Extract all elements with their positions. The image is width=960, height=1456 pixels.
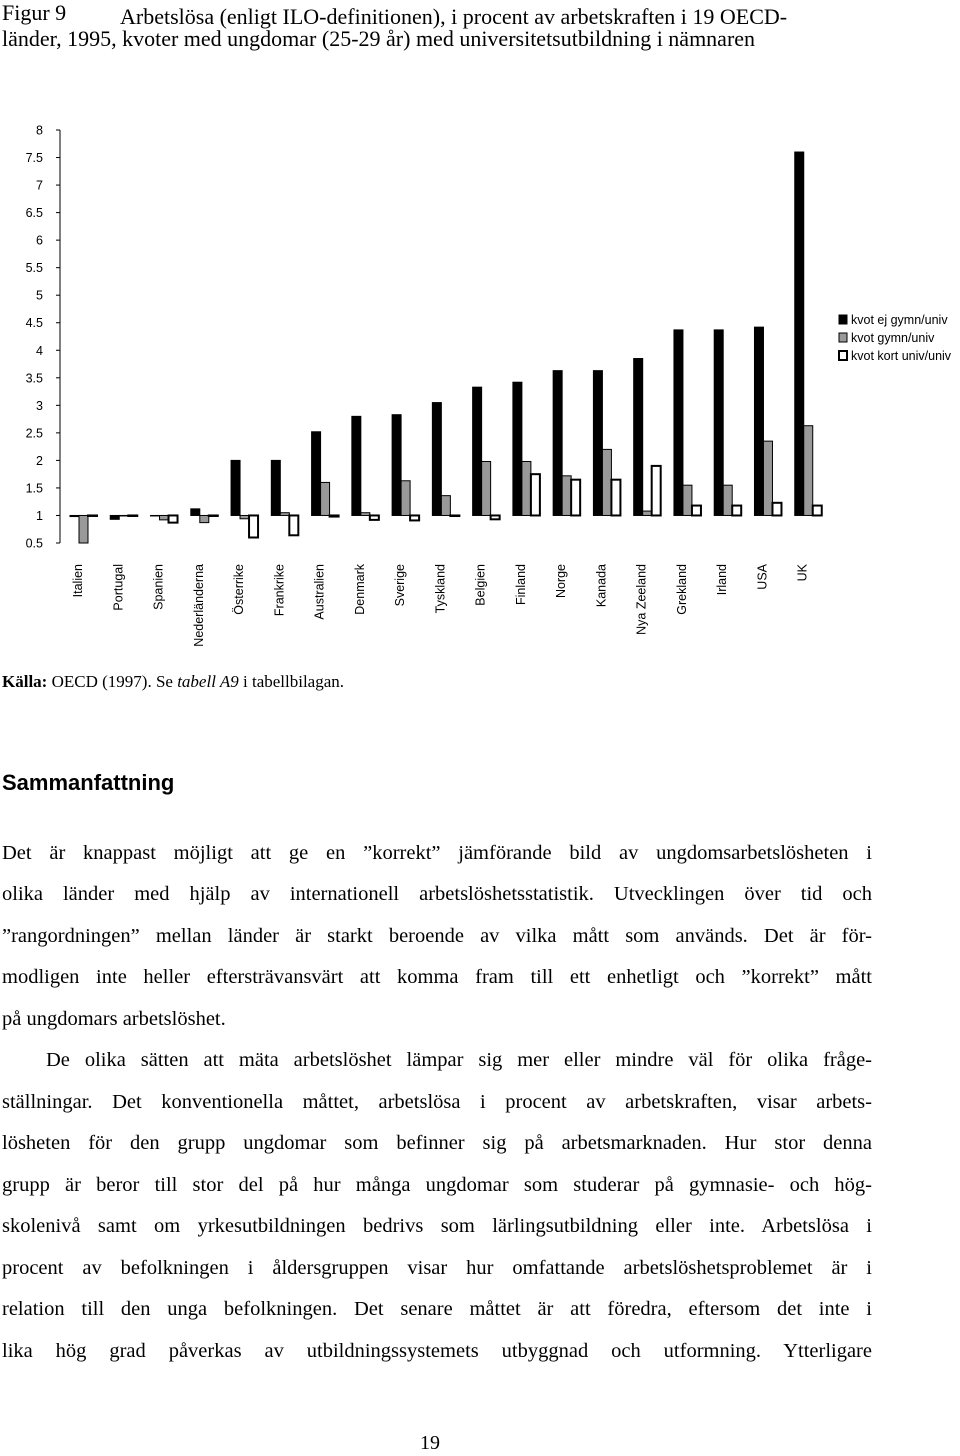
y-tick-label: 3.5 bbox=[25, 371, 43, 386]
x-tick-label: Finland bbox=[513, 564, 528, 605]
bar-kvot-ej-gymn-univ-denmark bbox=[352, 416, 361, 515]
bar-kvot-gymn-univ-österrike bbox=[240, 515, 249, 518]
y-tick-label: 1.5 bbox=[25, 481, 43, 496]
bar-kvot-gymn-univ-tyskland bbox=[441, 496, 450, 516]
x-tick-label: Irland bbox=[715, 564, 730, 596]
bar-kvot-gymn-univ-grekland bbox=[683, 485, 692, 515]
x-tick-label: Spanien bbox=[151, 564, 166, 610]
bar-kvot-kort-univ-univ-denmark bbox=[370, 515, 379, 519]
y-axis bbox=[26, 124, 60, 551]
bar-kvot-gymn-univ-frankrike bbox=[280, 513, 289, 516]
bar-kvot-ej-gymn-univ-irland bbox=[714, 330, 723, 516]
bar-kvot-ej-gymn-univ-australien bbox=[312, 432, 321, 516]
legend-label: kvot kort univ/univ bbox=[851, 349, 952, 363]
bar-kvot-ej-gymn-univ-frankrike bbox=[271, 460, 280, 515]
x-tick-label: Grekland bbox=[674, 564, 689, 615]
y-tick-label: 0.5 bbox=[25, 536, 43, 551]
bar-kvot-gymn-univ-portugal bbox=[119, 515, 128, 516]
bar-chart bbox=[0, 100, 960, 660]
y-tick-label: 1 bbox=[36, 508, 43, 523]
bar-kvot-kort-univ-univ-finland bbox=[531, 474, 540, 515]
bar-kvot-ej-gymn-univ-italien bbox=[70, 515, 79, 516]
bar-kvot-gymn-univ-finland bbox=[522, 462, 531, 516]
legend-swatch bbox=[839, 315, 847, 324]
y-tick-label: 2.5 bbox=[25, 426, 43, 441]
y-tick-label: 2 bbox=[36, 453, 43, 468]
page-number: 19 bbox=[420, 1432, 440, 1454]
bar-kvot-ej-gymn-univ-nederländerna bbox=[191, 509, 200, 516]
bar-kvot-gymn-univ-nya-zeeland bbox=[643, 511, 652, 515]
paragraph-line: olika länder med hjälp av internationell arbetslöshetsstatistik. Utvecklingen över tid och bbox=[2, 883, 872, 905]
bar-kvot-kort-univ-univ-australien bbox=[330, 515, 339, 516]
legend-label: kvot ej gymn/univ bbox=[851, 313, 948, 327]
bar-kvot-ej-gymn-univ-spanien bbox=[151, 515, 160, 516]
y-tick-label: 6.5 bbox=[25, 206, 43, 221]
bar-kvot-gymn-univ-kanada bbox=[602, 449, 611, 515]
paragraph-line: De olika sätten att mäta arbetslöshet lämpar sig mer eller mindre väl för olika fråge- bbox=[46, 1049, 872, 1071]
x-tick-label: Norge bbox=[554, 564, 569, 599]
bar-kvot-gymn-univ-usa bbox=[763, 441, 772, 515]
bar-kvot-ej-gymn-univ-kanada bbox=[593, 371, 602, 516]
source-text-end: i tabellbilagan. bbox=[238, 672, 345, 691]
bar-kvot-ej-gymn-univ-grekland bbox=[674, 330, 683, 516]
section-heading: Sammanfattning bbox=[2, 770, 175, 795]
paragraph-line: relation till den unga befolkningen. Det senare måttet är att föredra, eftersom det inte i bbox=[2, 1298, 872, 1320]
bar-kvot-kort-univ-univ-norge bbox=[571, 480, 580, 516]
legend-swatch bbox=[839, 333, 847, 342]
bar-kvot-gymn-univ-uk bbox=[804, 426, 813, 516]
figure-title-line-2: länder, 1995, kvoter med ungdomar (25-29 år) med universitetsutbildning i nämnaren bbox=[2, 26, 756, 51]
y-tick-label: 6 bbox=[36, 233, 43, 248]
paragraph-line: modligen inte heller eftersträvansvärt att komma fram till ett enhetligt och ”korrekt” mått bbox=[2, 966, 872, 988]
x-tick-label: USA bbox=[755, 564, 770, 590]
bar-kvot-ej-gymn-univ-nya-zeeland bbox=[634, 359, 643, 516]
paragraph-line: skolenivå samt om yrkesutbildningen bedrivs som lärlingsutbildning eller inte. Arbetslösa i bbox=[2, 1215, 872, 1237]
x-tick-label: UK bbox=[795, 564, 810, 582]
bar-kvot-ej-gymn-univ-norge bbox=[553, 371, 562, 516]
x-tick-label: Italien bbox=[71, 564, 85, 598]
bar-kvot-gymn-univ-italien bbox=[79, 515, 88, 543]
x-tick-label: Tyskland bbox=[433, 564, 448, 614]
bar-kvot-kort-univ-univ-kanada bbox=[611, 480, 620, 516]
bar-kvot-gymn-univ-denmark bbox=[361, 513, 370, 516]
bar-kvot-kort-univ-univ-tyskland bbox=[450, 515, 459, 516]
paragraph-line: ställningar. Det konventionella måttet, arbetslösa i procent av arbetskraften, visar arbets- bbox=[2, 1091, 872, 1113]
figure-label: Figur 9 bbox=[2, 0, 67, 25]
y-tick-label: 8 bbox=[36, 123, 43, 138]
bar-kvot-ej-gymn-univ-sverige bbox=[392, 415, 401, 516]
x-tick-label: Nederländerna bbox=[191, 564, 206, 647]
source-label: Källa: bbox=[2, 672, 48, 691]
y-tick-label: 3 bbox=[36, 398, 43, 413]
x-tick-label: Belgien bbox=[473, 564, 488, 606]
x-tick-label: Australien bbox=[312, 564, 327, 620]
bar-kvot-ej-gymn-univ-portugal bbox=[110, 515, 119, 519]
bar-kvot-kort-univ-univ-nya-zeeland bbox=[652, 466, 661, 516]
x-tick-label: Nya Zeeland bbox=[634, 564, 649, 635]
legend-swatch bbox=[839, 351, 847, 360]
x-tick-label: Österrike bbox=[232, 564, 247, 615]
paragraph-line: lösheten för den grupp ungdomar som befinner sig på arbetsmarknaden. Hur stor denna bbox=[2, 1132, 872, 1154]
bar-kvot-gymn-univ-norge bbox=[562, 476, 571, 516]
y-tick-label: 4.5 bbox=[25, 316, 43, 331]
bar-kvot-gymn-univ-spanien bbox=[160, 515, 169, 519]
paragraph-line: ”rangordningen” mellan länder är starkt beroende av vilka mått som används. Det är för- bbox=[2, 925, 872, 947]
bar-kvot-kort-univ-univ-belgien bbox=[491, 515, 500, 519]
bar-kvot-kort-univ-univ-spanien bbox=[169, 515, 178, 522]
bar-kvot-kort-univ-univ-usa bbox=[772, 503, 781, 516]
x-tick-label: Denmark bbox=[352, 564, 367, 615]
legend-label: kvot gymn/univ bbox=[851, 331, 935, 345]
x-tick-label: Portugal bbox=[111, 564, 126, 611]
bar-kvot-kort-univ-univ-uk bbox=[813, 506, 822, 516]
x-tick-label: Frankrike bbox=[272, 564, 287, 617]
bar-kvot-kort-univ-univ-italien bbox=[88, 515, 97, 516]
bar-kvot-gymn-univ-australien bbox=[321, 482, 330, 515]
bar-kvot-ej-gymn-univ-uk bbox=[795, 152, 804, 515]
y-tick-label: 7 bbox=[36, 178, 43, 193]
bar-kvot-kort-univ-univ-frankrike bbox=[289, 515, 298, 535]
source-text: OECD (1997). Se bbox=[47, 672, 178, 691]
y-tick-label: 5.5 bbox=[25, 261, 43, 276]
paragraph-line: procent av befolkningen i åldersgruppen visar hur omfattande arbetslöshetsproblemet är i bbox=[2, 1257, 872, 1279]
bar-kvot-gymn-univ-irland bbox=[723, 485, 732, 515]
bar-kvot-ej-gymn-univ-usa bbox=[754, 327, 763, 515]
x-tick-label: Sverige bbox=[393, 564, 408, 607]
legend bbox=[839, 313, 952, 363]
bar-kvot-gymn-univ-nederländerna bbox=[200, 515, 209, 522]
bar-kvot-ej-gymn-univ-tyskland bbox=[432, 403, 441, 516]
paragraph-line: Det är knappast möjligt att ge en ”korrekt” jämförande bild av ungdomsarbetslösheten i bbox=[2, 842, 872, 864]
bar-kvot-ej-gymn-univ-österrike bbox=[231, 460, 240, 515]
bar-kvot-gymn-univ-sverige bbox=[401, 481, 410, 516]
bar-kvot-kort-univ-univ-irland bbox=[732, 506, 741, 516]
bar-kvot-ej-gymn-univ-finland bbox=[513, 382, 522, 515]
y-tick-label: 4 bbox=[36, 343, 43, 358]
source-table-ref: tabell A9 bbox=[177, 672, 239, 691]
x-axis-labels bbox=[71, 563, 810, 646]
paragraph-line: lika hög grad påverkas av utbildningssystemets utbyggnad och utformning. Ytterligare bbox=[2, 1340, 872, 1362]
paragraph-line: grupp är beror till stor del på hur många ungdomar som studerar på gymnasie- och hög- bbox=[2, 1174, 872, 1196]
paragraph-line: på ungdomars arbetslöshet. bbox=[2, 1008, 226, 1030]
bar-kvot-kort-univ-univ-portugal bbox=[128, 515, 137, 516]
bar-kvot-gymn-univ-belgien bbox=[482, 462, 491, 516]
bar-kvot-kort-univ-univ-sverige bbox=[410, 515, 419, 520]
bar-kvot-kort-univ-univ-österrike bbox=[249, 515, 258, 537]
figure-title: Arbetslösa (enligt ILO-definitionen), i procent av arbetskraften i 19 OECD- bbox=[120, 4, 788, 29]
bar-kvot-ej-gymn-univ-belgien bbox=[473, 387, 482, 515]
bar-kvot-kort-univ-univ-grekland bbox=[692, 506, 701, 516]
bars bbox=[70, 152, 822, 543]
source-note bbox=[2, 672, 344, 692]
x-tick-label: Kanada bbox=[594, 564, 609, 608]
bar-kvot-kort-univ-univ-nederländerna bbox=[209, 515, 218, 516]
y-tick-label: 5 bbox=[36, 288, 43, 303]
y-tick-label: 7.5 bbox=[25, 151, 43, 166]
